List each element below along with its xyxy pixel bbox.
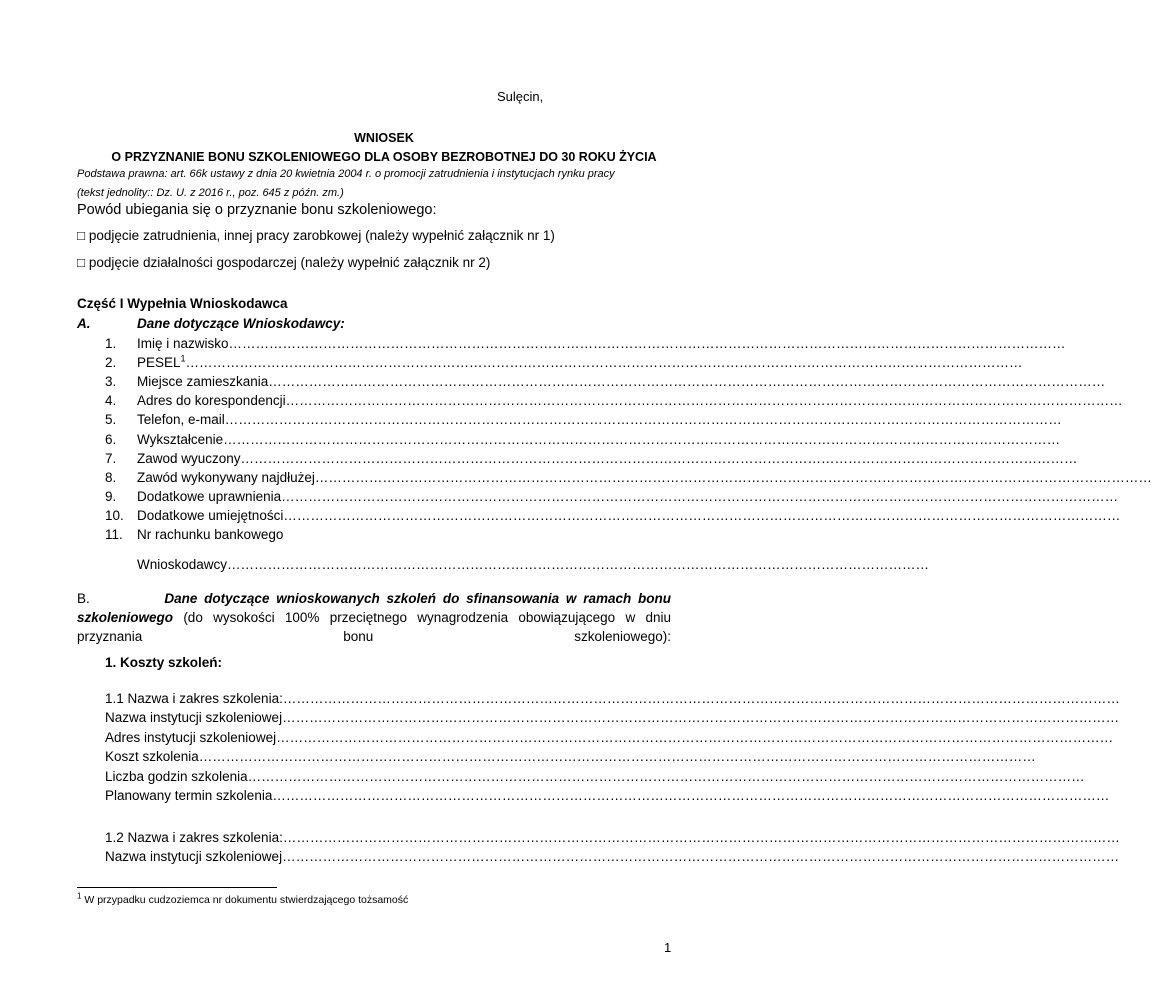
training1-field-3[interactable] [105,729,1114,745]
item-label: Wykształcenie [137,431,224,447]
fill-dots: …………………………………………………………………………………………………………………………………………………………………… [223,431,1061,447]
section-a-letter: A. [77,316,91,331]
fill-dots: …………………………………………………………………………………………………………………………………………………………………… [281,488,1119,504]
footnote [77,891,409,906]
applicant-item-3[interactable] [105,374,1106,390]
fill-dots: …………………………………………………………………………………………………………………………………………………………………… [228,336,1066,351]
field-label: Adres instytucji szkoleniowej [105,729,277,745]
applicant-item-4[interactable] [105,393,1123,409]
fill-dots: …………………………………………………………………………………………………………………………………………………………………… [224,412,1062,428]
item-number: 1. [105,336,117,351]
item-label: Nr rachunku bankowego [137,527,284,542]
training1-field-4[interactable] [105,749,1036,765]
field-label: Nazwa instytucji szkoleniowej [105,710,283,726]
item-number: 10. [105,507,124,523]
reason-option-business[interactable]: □ podjęcie działalności gospodarczej (należy wypełnić załącznik nr 2) [77,255,491,270]
field-label: Nazwa instytucji szkoleniowej [105,849,283,865]
fill-dots: …………………………………………………………………………………………………………………………………………………………………… [240,450,1078,466]
field-label: 1.2 Nazwa i zakres szkolenia: [105,830,283,845]
fill-dots: …………………………………………………………………………………………………………………………………………………………………… [198,749,1036,765]
footnote-mark: 1 [77,891,82,901]
legal-basis-line1: Podstawa prawna: art. 66k ustawy z dnia 20 kwietnia 2004 r. o promocji zatrudnienia i instytucjach rynku pracy [77,168,615,180]
field-label: Liczba godzin szkolenia [105,768,248,784]
footnote-text: W przypadku cudzoziemca nr dokumentu stwierdzającego tożsamość [84,894,409,906]
applicant-item-7[interactable] [105,450,1078,466]
costs-heading: 1. Koszty szkoleń: [105,655,223,670]
footnote-ref: 1 [180,353,186,364]
item-number: 5. [105,412,117,428]
item-label: Telefon, e-mail [137,412,225,428]
fill-dots: …………………………………………………………………………………………………………………………………………………………………… [268,374,1106,390]
training2-field-2[interactable] [105,849,1120,865]
fill-dots: …………………………………………………………………………………………………………………………………………………………………… [185,355,1023,371]
applicant-item-8[interactable] [105,469,1152,485]
footnote-separator [77,887,277,888]
fill-dots: …………………………………………………………………………………………………………………………………………………………………… [283,507,1121,523]
training1-field-2[interactable] [105,710,1120,726]
item-label: PESEL [137,355,181,371]
part1-heading: Część I Wypełnia Wnioskodawca [77,296,288,311]
fill-dots: …………………………………………………………………………………………………………………………………………………………………… [282,691,1120,706]
section-b-title: Dane dotyczące wnioskowanych szkoleń do sfinansowania w ramach bonu szkoleniowego [77,591,671,625]
fill-dots: …………………………………………………………………………………………………………………………………………………………………… [247,768,1085,784]
fill-dots: …………………………………………………………………………………………………………………………………………………………………… [272,788,1110,803]
applicant-item-11[interactable] [105,527,405,542]
reason-option-employment[interactable]: □ podjęcie zatrudnienia, innej pracy zarobkowej (należy wypełnić załącznik nr 1) [77,228,555,243]
item-label: Imię i nazwisko [137,336,229,351]
item-number: 7. [105,450,117,466]
fill-dots: …………………………………………………………………………………………………………………………………………………………………… [314,469,1152,485]
training1-field-5[interactable] [105,768,1085,784]
item-number: 11. [105,527,123,542]
training1-field-6[interactable] [105,788,1110,803]
item-number: 9. [105,488,117,504]
applicant-item-2[interactable] [105,353,1023,371]
item-number: 4. [105,393,117,409]
applicant-item-5[interactable] [105,412,1062,428]
item-label: Dodatkowe umiejętności [137,507,284,523]
item-label: Adres do korespondencji [137,393,286,409]
item-label: Zawod wyuczony [137,450,241,466]
field-label: Planowany termin szkolenia [105,788,273,803]
training2-field-1[interactable] [105,830,1120,845]
item-label: Miejsce zamieszkania [137,374,269,390]
section-b-intro [77,589,671,646]
training1-field-1[interactable] [105,691,1120,706]
fill-dots: …………………………………………………………………………………………………………………………………………………………………… [282,830,1120,845]
item-number: 3. [105,374,117,390]
section-b-letter: B. [77,591,90,606]
applicant-item-10[interactable] [105,507,1121,523]
applicant-item-1[interactable] [105,336,1066,351]
item-label: Dodatkowe uprawnienia [137,488,282,504]
applicant-item-11-continuation[interactable]: Wnioskodawcy………………………………………………………………………………………………………………………………………… [137,557,930,572]
applicant-item-9[interactable] [105,488,1119,504]
item-number: 6. [105,431,117,447]
fill-dots: …………………………………………………………………………………………………………………………………………………………………… [276,729,1114,745]
document-place: Sulęcin, [497,89,544,104]
section-b-rest: (do wysokości 100% przeciętnego wynagrodzenia obowiązującego w dniu przyznania bonu szkoleniowego): [77,610,671,644]
fill-dots: …………………………………………………………………………………………………………………………………………………………………… [282,710,1120,726]
item-11-cont-label: Wnioskodawcy [137,557,228,572]
reason-question: Powód ubiegania się o przyznanie bonu szkoleniowego: [77,202,437,218]
applicant-item-6[interactable] [105,431,1061,447]
fill-dots: …………………………………………………………………………………………………………………………………………………………………… [285,393,1123,409]
item-number: 8. [105,469,117,485]
field-label: 1.1 Nazwa i zakres szkolenia: [105,691,283,706]
fill-dots: …………………………………………………………………………………………………………………………………………………………………… [282,849,1120,865]
item-label: Zawód wykonywany najdłużej [137,469,315,485]
section-a-title: Dane dotyczące Wnioskodawcy: [137,316,345,331]
legal-basis-line2: (tekst jednolity:: Dz. U. z 2016 r., poz. 645 z późn. zm.) [77,187,344,199]
item-number: 2. [105,355,117,371]
document-subtitle: O PRZYZNANIE BONU SZKOLENIOWEGO DLA OSOBY BEZROBOTNEJ DO 30 ROKU ŻYCIA [111,150,657,164]
page-number: 1 [664,940,672,955]
document-title: WNIOSEK [354,131,414,145]
field-label: Koszt szkolenia [105,749,199,765]
